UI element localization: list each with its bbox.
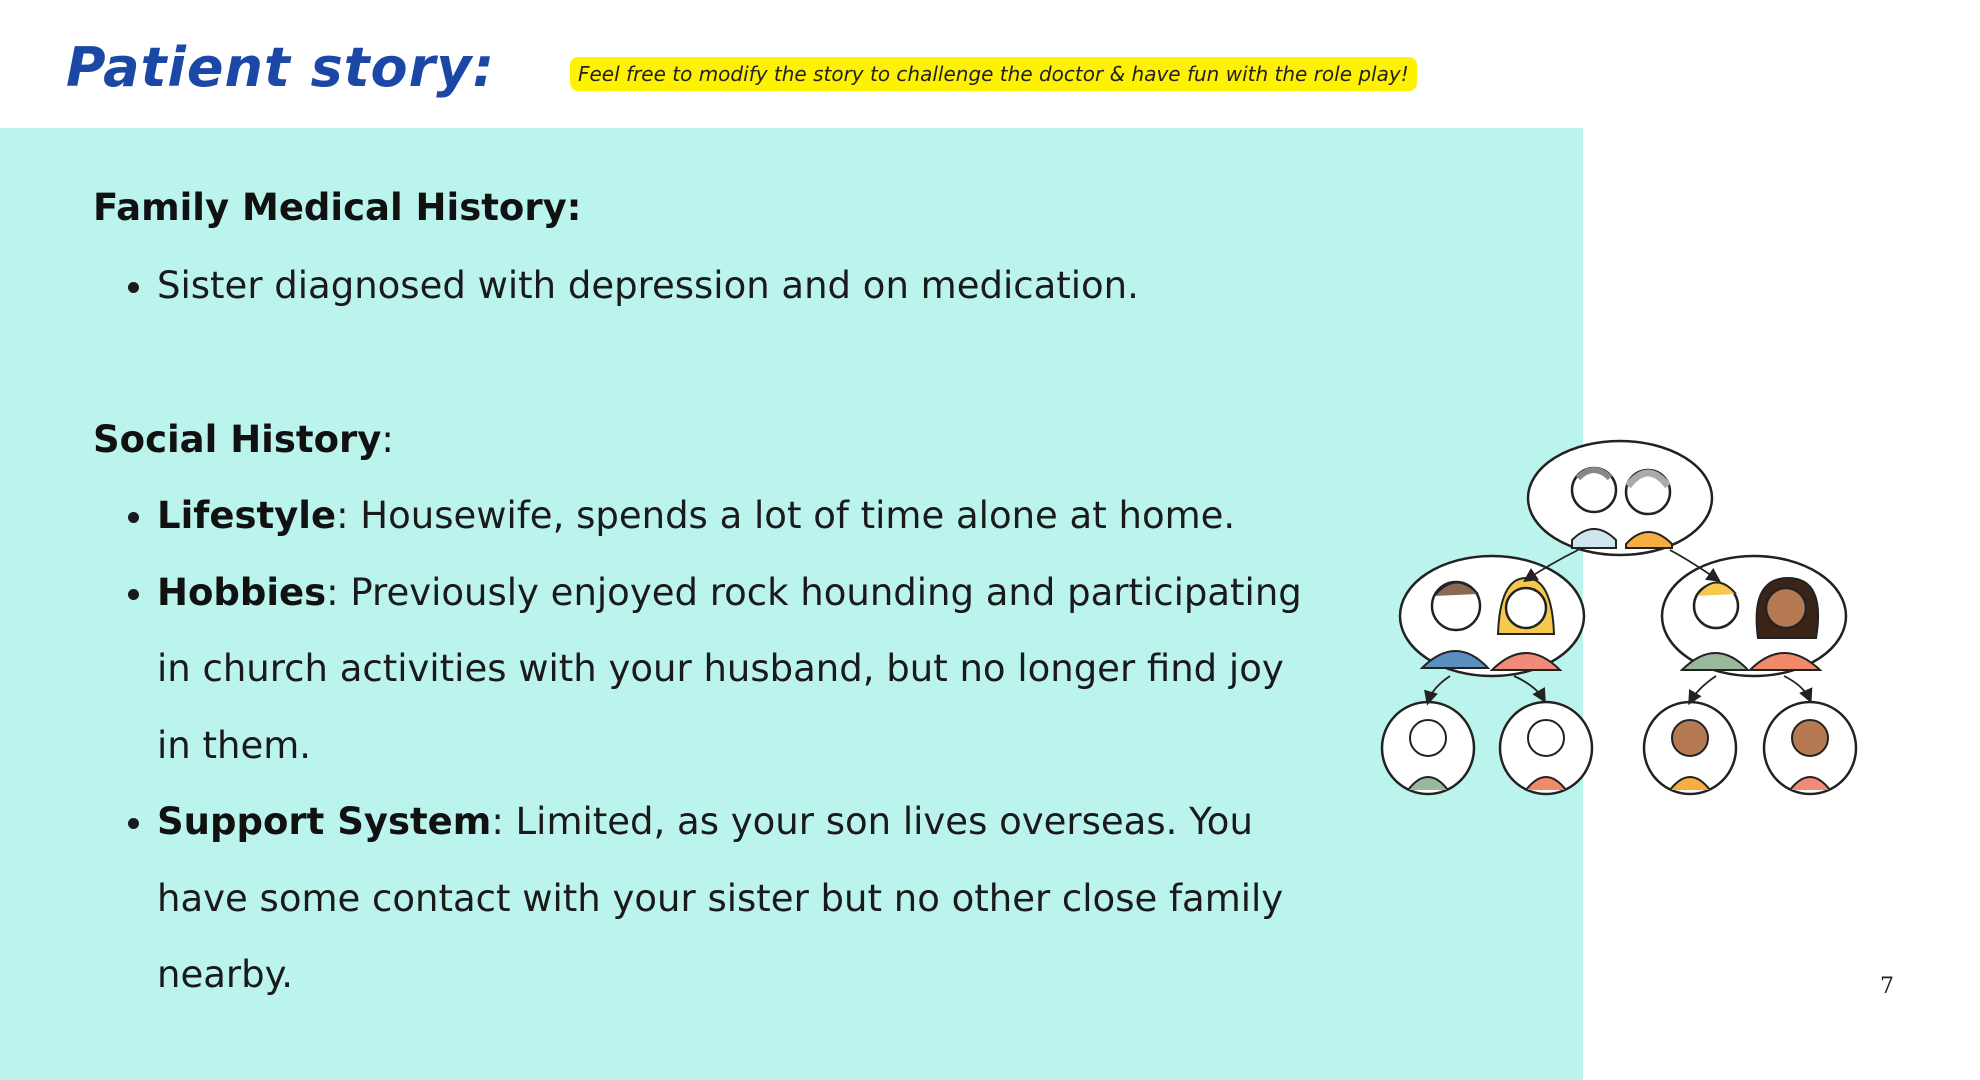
child-icon	[1764, 702, 1856, 794]
social-history-heading-text: Social History	[93, 418, 382, 461]
family-tree-illustration	[1380, 438, 1860, 808]
item-text: : Limited, as your son lives overseas. You have some contact with your sister but no other close family nearby.	[157, 800, 1284, 996]
parents-left-icon	[1400, 556, 1584, 676]
grandparents-icon	[1528, 441, 1712, 555]
social-history-heading	[93, 418, 394, 461]
item-label: Hobbies	[157, 570, 327, 614]
item-text: : Previously enjoyed rock hounding and participating in church activities with your husband, but no longer find joy in them.	[157, 570, 1302, 767]
list-item	[157, 784, 1307, 1014]
heading-colon: :	[381, 418, 394, 461]
social-history-list	[93, 478, 1307, 1014]
page-number: 7	[1880, 974, 1894, 999]
instruction-note: Feel free to modify the story to challenge the doctor & have fun with the role play!	[570, 57, 1417, 91]
family-history-list	[93, 248, 1307, 325]
list-item	[157, 555, 1307, 785]
parents-right-icon	[1662, 556, 1846, 676]
item-text: : Housewife, spends a lot of time alone at home.	[336, 494, 1236, 537]
list-item: • Sister diagnosed with depression and on medication.	[157, 248, 1307, 325]
item-label: Lifestyle	[157, 494, 337, 537]
item-label: Support System	[157, 800, 492, 843]
page-title: Patient story:	[66, 36, 496, 99]
child-icon	[1382, 702, 1474, 794]
child-icon	[1500, 702, 1592, 794]
list-item	[157, 478, 1307, 555]
child-icon	[1644, 702, 1736, 794]
family-history-heading: Family Medical History:	[93, 186, 582, 229]
